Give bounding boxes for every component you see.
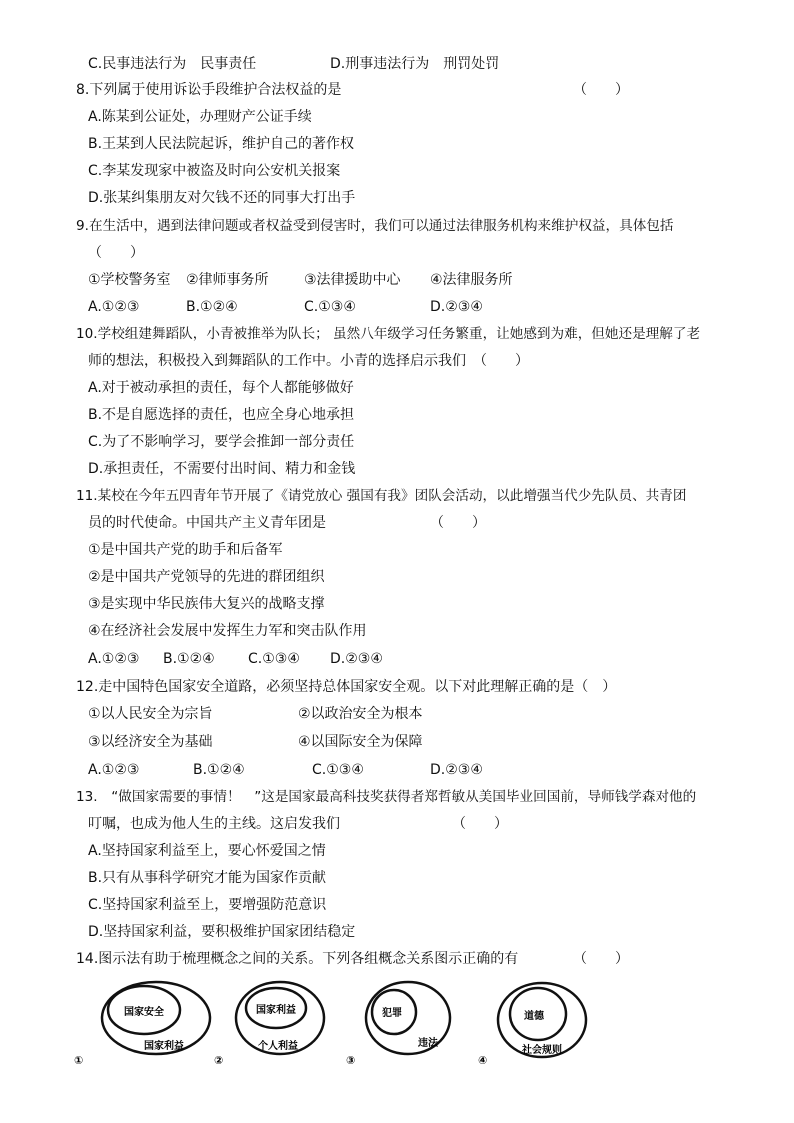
q10-option-a: A.对于被动承担的责任，每个人都能够做好 <box>88 380 354 396</box>
q14-answer-paren: （ ） <box>573 951 629 967</box>
q8-option-d: D.张某纠集朋友对欠钱不还的同事大打出手 <box>88 190 356 206</box>
q11-option-c: C.①③④ <box>248 651 300 667</box>
q14-diagram-4-number: ④ <box>478 1054 488 1067</box>
q13-stem-line2: 叮嘱，也成为他人生的主线。这启发我们 <box>88 816 340 832</box>
q11-item-1: ①是中国共产党的助手和后备军 <box>88 542 283 558</box>
q14-diagram-4 <box>476 978 606 1070</box>
q11-option-b: B.①②④ <box>163 651 215 667</box>
q10-option-d: D.承担责任，不需要付出时间、精力和金钱 <box>88 461 356 477</box>
q10-stem-line1: 10.学校组建舞蹈队，小青被推举为队长； 虽然八年级学习任务繁重，让她感到为难，但她还是理解了老 <box>76 326 701 342</box>
q7-option-d: D.刑事违法行为 刑罚处罚 <box>330 56 500 72</box>
q12-stem: 12.走中国特色国家安全道路，必须坚持总体国家安全观。以下对此理解正确的是（ ） <box>76 679 617 695</box>
q11-option-d: D.②③④ <box>330 651 383 667</box>
q12-item-1: ①以人民安全为宗旨 <box>88 706 213 722</box>
q14-diagram-2-number: ② <box>214 1054 224 1067</box>
q14-diagram-3-number: ③ <box>346 1054 356 1067</box>
q8-option-b: B.王某到人民法院起诉，维护自己的著作权 <box>88 136 355 152</box>
q12-option-a: A.①②③ <box>88 762 140 778</box>
q11-answer-paren: （ ） <box>430 515 486 531</box>
q14-diagram-2-outer-label: 个人利益 <box>258 1041 298 1052</box>
q9-option-d: D.②③④ <box>430 299 483 315</box>
q14-diagram-3-outer-label: 违法 <box>418 1038 438 1049</box>
q9-option-b: B.①②④ <box>186 299 238 315</box>
q14-diagram-4-outer-label: 社会规则 <box>522 1045 562 1056</box>
q11-item-2: ②是中国共产党领导的先进的群团组织 <box>88 569 325 585</box>
q10-option-b: B.不是自愿选择的责任，也应全身心地承担 <box>88 407 355 423</box>
q12-item-3: ③以经济安全为基础 <box>88 734 213 750</box>
q14-diagram-4-inner-label: 道德 <box>524 1011 544 1022</box>
q13-option-c: C.坚持国家利益至上，要增强防范意识 <box>88 897 327 913</box>
q10-option-c: C.为了不影响学习，要学会推卸一部分责任 <box>88 434 355 450</box>
q14-diagram-1-number: ① <box>74 1054 84 1067</box>
q8-option-a: A.陈某到公证处，办理财产公证手续 <box>88 109 312 125</box>
q12-option-b: B.①②④ <box>193 762 245 778</box>
q9-stem: 9.在生活中，遇到法律问题或者权益受到侵害时，我们可以通过法律服务机构来维护权益，具体包括 <box>76 218 674 234</box>
q9-option-a: A.①②③ <box>88 299 140 315</box>
q14-stem: 14.图示法有助于梳理概念之间的关系。下列各组概念关系图示正确的有 <box>76 951 519 967</box>
q13-option-d: D.坚持国家利益，要积极维护国家团结稳定 <box>88 924 356 940</box>
q13-stem-line1: 13. “做国家需要的事情！ ”这是国家最高科技奖获得者郑哲敏从美国毕业回国前，导师钱学森对他的 <box>76 789 697 805</box>
q11-stem-line2: 员的时代使命。中国共产主义青年团是 <box>88 515 326 531</box>
q7-option-c: C.民事违法行为 民事责任 <box>88 56 257 72</box>
q11-stem-line1: 11.某校在今年五四青年节开展了《请党放心 强国有我》团队会活动，以此增强当代少先队员、共青团 <box>76 488 687 504</box>
q13-option-a: A.坚持国家利益至上，要心怀爱国之情 <box>88 843 326 859</box>
q8-stem: 8.下列属于使用诉讼手段维护合法权益的是 <box>76 82 342 98</box>
q14-diagram-3-inner-label: 犯罪 <box>382 1008 402 1019</box>
q14-diagram-1-inner-label: 国家安全 <box>124 1007 164 1018</box>
q9-option-c: C.①③④ <box>304 299 356 315</box>
q13-option-b: B.只有从事科学研究才能为国家作贡献 <box>88 870 327 886</box>
q9-item-4: ④法律服务所 <box>430 272 513 288</box>
q9-item-3: ③法律援助中心 <box>304 272 401 288</box>
q12-item-4: ④以国际安全为保障 <box>298 734 423 750</box>
q11-item-4: ④在经济社会发展中发挥生力军和突击队作用 <box>88 623 367 639</box>
q11-option-a: A.①②③ <box>88 651 140 667</box>
q14-diagram-1-outer-label: 国家利益 <box>144 1041 184 1052</box>
q9-item-1: ①学校警务室 <box>88 272 171 288</box>
q14-diagram-2 <box>212 978 342 1070</box>
q12-option-c: C.①③④ <box>312 762 364 778</box>
q10-stem-line2: 师的想法，积极投入到舞蹈队的工作中。小青的选择启示我们 （ ） <box>88 353 529 369</box>
q8-answer-paren: （ ） <box>573 82 629 98</box>
q8-option-c: C.李某发现家中被盗及时向公安机关报案 <box>88 163 341 179</box>
q11-item-3: ③是实现中华民族伟大复兴的战略支撑 <box>88 596 325 612</box>
q9-answer-paren: （ ） <box>88 245 144 261</box>
q14-diagram-3 <box>342 978 472 1070</box>
q12-item-2: ②以政治安全为根本 <box>298 706 423 722</box>
q14-diagram-2-inner-label: 国家利益 <box>256 1005 296 1016</box>
q13-answer-paren: （ ） <box>452 816 508 832</box>
q12-option-d: D.②③④ <box>430 762 483 778</box>
q14-diagram-1 <box>72 978 222 1070</box>
q9-item-2: ②律师事务所 <box>186 272 269 288</box>
